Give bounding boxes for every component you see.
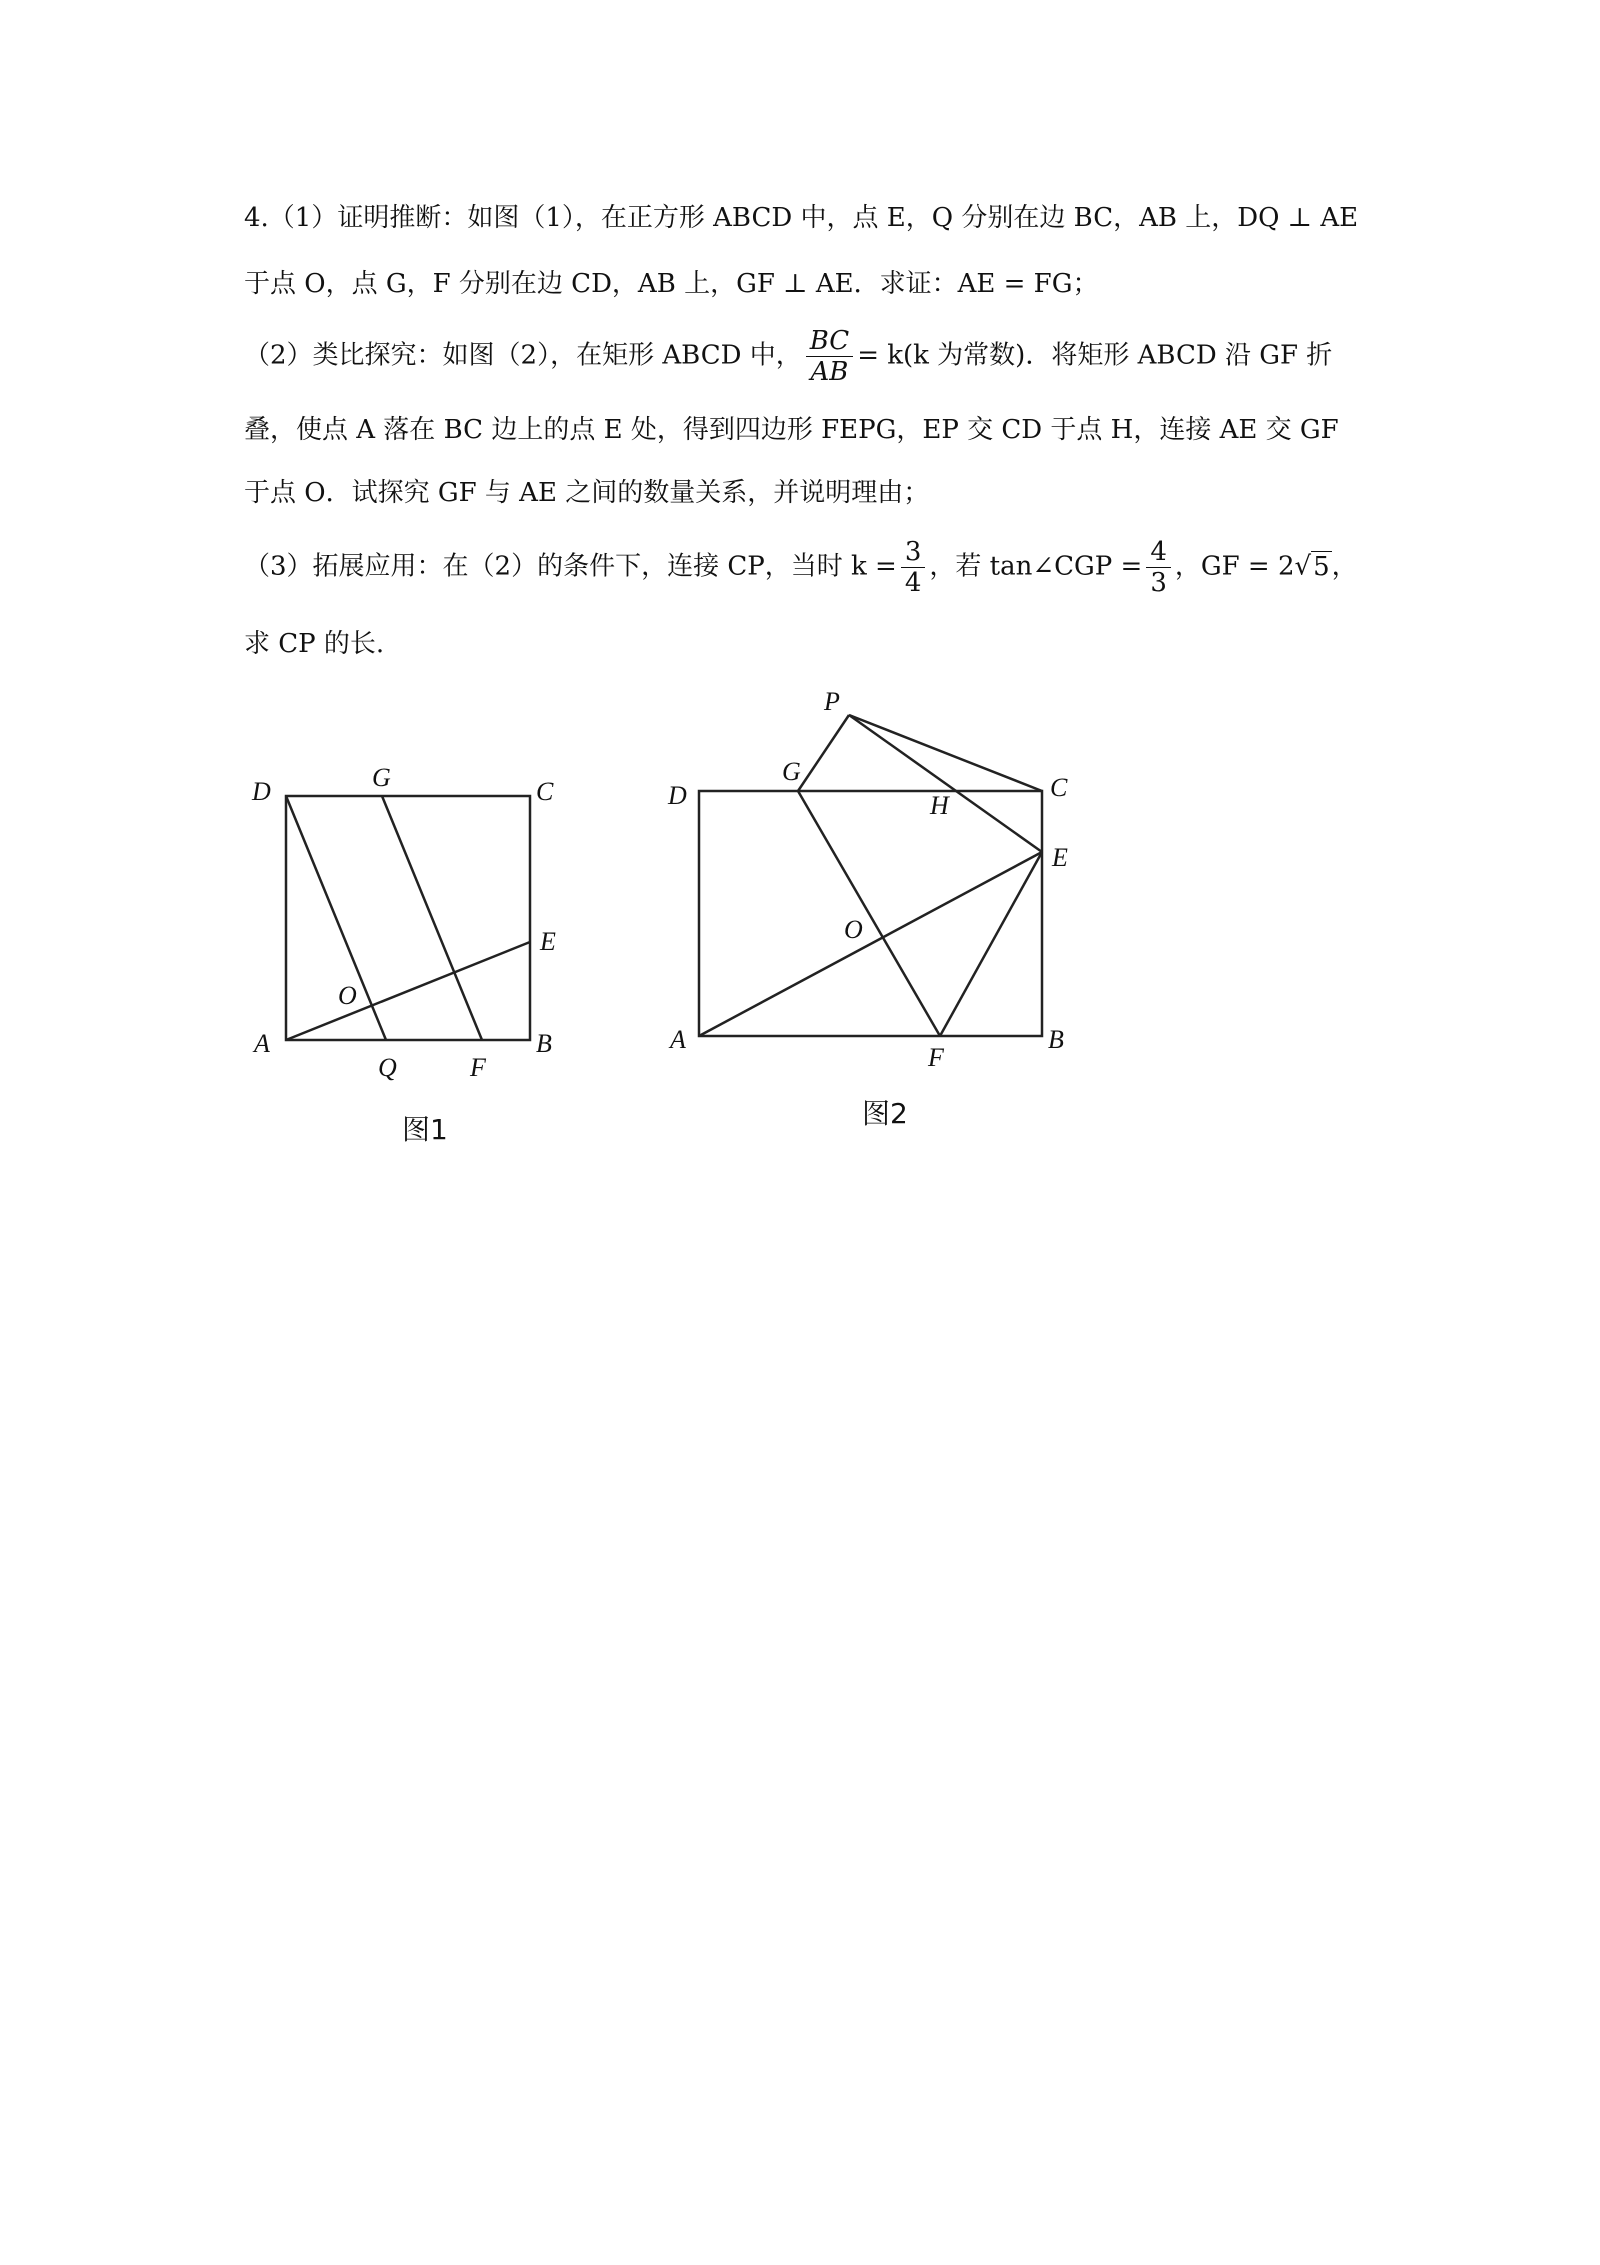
fig2-label-P: P xyxy=(824,687,840,716)
fig1-label-D: D xyxy=(252,777,271,806)
tan-denominator: 3 xyxy=(1150,568,1167,598)
fig2-line-GP xyxy=(798,715,849,791)
problem-line-6-end: ， xyxy=(1331,551,1358,582)
problem-line-7: 求 CP 的长. xyxy=(244,629,385,659)
figure-2-caption: 图2 xyxy=(862,1097,908,1130)
tan-numerator: 4 xyxy=(1146,537,1171,568)
problem-line-6-start: （3）拓展应用：在（2）的条件下，连接 CP，当时 k = xyxy=(244,551,897,582)
fig1-label-C: C xyxy=(536,777,554,806)
fig2-label-H: H xyxy=(930,791,949,820)
problem-line-2: 于点 O，点 G，F 分别在边 CD，AB 上，GF ⊥ AE．求证：AE = FG； xyxy=(244,269,1099,299)
fig1-square xyxy=(286,796,530,1040)
ratio-numerator: BC xyxy=(806,326,853,357)
problem-line-3-start: （2）类比探究：如图（2），在矩形 ABCD 中， xyxy=(244,340,802,371)
problem-line-1: 4.（1）证明推断：如图（1），在正方形 ABCD 中，点 E，Q 分别在边 BC，AB 上，DQ ⊥ AE xyxy=(244,203,1359,233)
fig2-label-A: A xyxy=(670,1025,686,1054)
fig2-label-C: C xyxy=(1050,773,1068,802)
problem-line-4: 叠，使点 A 落在 BC 边上的点 E 处，得到四边形 FEPG，EP 交 CD 于点 H，连接 AE 交 GF xyxy=(244,415,1339,445)
fig1-label-B: B xyxy=(536,1029,552,1058)
fig1-line-DQ xyxy=(286,796,386,1040)
fig1-line-GF xyxy=(382,796,482,1040)
fig1-label-G: G xyxy=(372,763,391,792)
fig1-label-Q: Q xyxy=(378,1053,397,1082)
figure-1-caption: 图1 xyxy=(402,1113,448,1146)
fig2-label-E: E xyxy=(1052,843,1068,872)
problem-line-3-end: = k(k 为常数)．将矩形 ABCD 沿 GF 折 xyxy=(857,340,1333,371)
fig2-label-D: D xyxy=(668,781,687,810)
fig2-line-GF xyxy=(798,791,940,1036)
k-numerator: 3 xyxy=(901,537,926,568)
sqrt-radicand: 5 xyxy=(1313,551,1330,582)
sqrt-expression: √5 xyxy=(1294,551,1330,582)
fig1-line-AE xyxy=(286,942,530,1040)
fig2-label-B: B xyxy=(1048,1025,1064,1054)
problem-line-6-mid: ，若 tan∠CGP = xyxy=(929,551,1143,582)
problem-line-6-gf: ，GF = 2 xyxy=(1174,551,1295,582)
fig2-rectangle xyxy=(699,791,1042,1036)
fig1-label-E: E xyxy=(540,927,556,956)
ratio-denominator: AB xyxy=(810,357,849,387)
fig2-label-G: G xyxy=(782,757,801,786)
fig2-line-PC xyxy=(849,715,1042,791)
k-denominator: 4 xyxy=(904,568,922,598)
fig1-label-A: A xyxy=(254,1029,270,1058)
fig2-label-O: O xyxy=(844,915,863,944)
problem-line-5: 于点 O．试探究 GF 与 AE 之间的数量关系，并说明理由； xyxy=(244,478,930,508)
fig1-label-F: F xyxy=(470,1053,486,1082)
fig2-line-PE xyxy=(849,715,1042,852)
fig2-label-F: F xyxy=(928,1043,944,1072)
fig1-label-O: O xyxy=(338,981,357,1010)
